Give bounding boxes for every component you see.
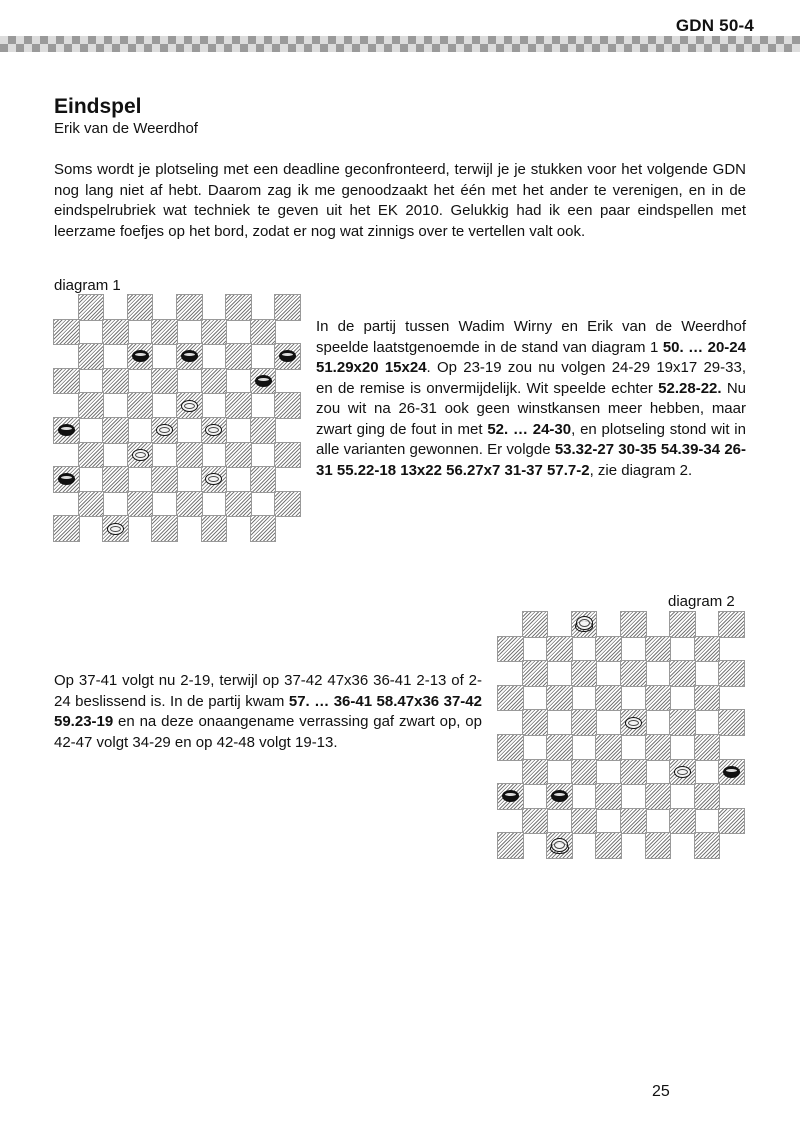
dark-square [719, 809, 744, 834]
white-man-piece-icon [205, 473, 222, 485]
light-square [152, 393, 177, 418]
dark-square [177, 344, 202, 369]
move-notation: 52. … 24-30 [487, 420, 572, 438]
dark-square [498, 637, 523, 662]
black-man-piece-icon [502, 790, 519, 802]
light-square [523, 735, 548, 760]
black-man-piece-icon [58, 424, 75, 436]
dark-square [54, 369, 79, 394]
dark-square [646, 784, 671, 809]
light-square [128, 320, 153, 345]
white-man-piece-icon [181, 400, 198, 412]
dark-square [621, 809, 646, 834]
light-square [177, 369, 202, 394]
light-square [695, 661, 720, 686]
light-square [54, 393, 79, 418]
dark-square [572, 612, 597, 637]
light-square [275, 369, 300, 394]
dark-square [646, 833, 671, 858]
dark-square [152, 369, 177, 394]
dark-square [54, 418, 79, 443]
light-square [54, 492, 79, 517]
light-square [695, 612, 720, 637]
dark-square [646, 735, 671, 760]
light-square [251, 344, 276, 369]
light-square [572, 833, 597, 858]
light-square [226, 516, 251, 541]
commentary-text: , en plotseling stond wit in alle varianten gewonnen. Er volgde [316, 420, 746, 458]
light-square [621, 686, 646, 711]
light-square [695, 710, 720, 735]
black-man-piece-icon [58, 473, 75, 485]
light-square [523, 637, 548, 662]
dark-square [719, 710, 744, 735]
light-square [177, 467, 202, 492]
dark-square [596, 833, 621, 858]
light-square [226, 320, 251, 345]
dark-square [128, 344, 153, 369]
dark-square [695, 735, 720, 760]
dark-square [547, 784, 572, 809]
dark-square [670, 760, 695, 785]
light-square [621, 784, 646, 809]
light-square [177, 516, 202, 541]
light-square [152, 492, 177, 517]
dark-square [670, 809, 695, 834]
black-man-piece-icon [255, 375, 272, 387]
light-square [670, 735, 695, 760]
dark-square [103, 467, 128, 492]
light-square [523, 833, 548, 858]
dark-square [646, 686, 671, 711]
light-square [103, 443, 128, 468]
dark-square [251, 467, 276, 492]
dark-square [54, 467, 79, 492]
article-title: Eindspel [54, 95, 142, 118]
dark-square [695, 637, 720, 662]
light-square [202, 344, 227, 369]
dark-square [596, 735, 621, 760]
light-square [251, 492, 276, 517]
light-square [103, 492, 128, 517]
dark-square [670, 710, 695, 735]
light-square [152, 443, 177, 468]
dark-square [572, 710, 597, 735]
dark-square [523, 809, 548, 834]
dark-square [79, 492, 104, 517]
dark-square [547, 833, 572, 858]
dark-square [54, 320, 79, 345]
light-square [646, 661, 671, 686]
white-man-piece-icon [107, 523, 124, 535]
dark-square [596, 637, 621, 662]
light-square [177, 320, 202, 345]
dark-square [103, 320, 128, 345]
light-square [523, 686, 548, 711]
dark-square [251, 320, 276, 345]
light-square [152, 344, 177, 369]
light-square [103, 295, 128, 320]
dark-square [128, 492, 153, 517]
dark-square [202, 467, 227, 492]
black-man-piece-icon [132, 350, 149, 362]
light-square [128, 516, 153, 541]
dark-square [596, 686, 621, 711]
light-square [226, 467, 251, 492]
dark-square [152, 516, 177, 541]
diagram-1-commentary [316, 317, 746, 481]
commentary-text: , zie diagram 2. [589, 461, 693, 479]
dark-square [202, 369, 227, 394]
light-square [596, 760, 621, 785]
light-square [523, 784, 548, 809]
light-square [646, 760, 671, 785]
light-square [202, 492, 227, 517]
dark-square [547, 735, 572, 760]
light-square [646, 710, 671, 735]
dark-square [251, 418, 276, 443]
dark-square [152, 467, 177, 492]
light-square [547, 760, 572, 785]
dark-square [226, 443, 251, 468]
white-man-piece-icon [674, 766, 691, 778]
dark-square [226, 295, 251, 320]
page-number: 25 [652, 1083, 670, 1100]
dark-square [621, 710, 646, 735]
dark-square [523, 612, 548, 637]
light-square [695, 760, 720, 785]
move-notation: 50. … 20-24 51.29x20 15x24 [316, 338, 746, 376]
light-square [596, 612, 621, 637]
dark-square [128, 393, 153, 418]
light-square [596, 710, 621, 735]
dark-square [251, 369, 276, 394]
dark-square [275, 344, 300, 369]
light-square [719, 686, 744, 711]
light-square [54, 443, 79, 468]
light-square [498, 809, 523, 834]
dark-square [275, 492, 300, 517]
dark-square [202, 418, 227, 443]
dark-square [54, 516, 79, 541]
light-square [670, 784, 695, 809]
dark-square [275, 393, 300, 418]
commentary-text: . Op 23-19 zou nu volgen 24-29 19x17 29-33, en de remise is onvermijdelijk. Wit speelde echter [316, 359, 747, 397]
dark-square [275, 443, 300, 468]
light-square [202, 393, 227, 418]
page-header-code: GDN 50-4 [675, 16, 754, 35]
move-notation: 53.32-27 30-35 54.39-34 26-31 55.22-18 13x22 56.27x7 31-37 57.7-2 [316, 441, 747, 479]
dark-square [128, 443, 153, 468]
light-square [498, 760, 523, 785]
light-square [498, 612, 523, 637]
dark-square [202, 320, 227, 345]
dark-square [547, 637, 572, 662]
dark-square [177, 443, 202, 468]
light-square [177, 418, 202, 443]
light-square [695, 809, 720, 834]
dark-square [695, 833, 720, 858]
checker-band-divider [0, 36, 800, 52]
light-square [646, 612, 671, 637]
dark-square [547, 686, 572, 711]
light-square [251, 443, 276, 468]
dark-square [103, 418, 128, 443]
commentary-text: en na deze onaangename verrassing gaf zwart op, op 42-47 volgt 34-29 en op 42-48 volgt 19-13. [54, 713, 482, 751]
dark-square [695, 686, 720, 711]
light-square [572, 784, 597, 809]
light-square [670, 637, 695, 662]
light-square [128, 418, 153, 443]
light-square [572, 735, 597, 760]
dark-square [152, 320, 177, 345]
dark-square [695, 784, 720, 809]
light-square [498, 710, 523, 735]
dark-square [498, 735, 523, 760]
light-square [202, 443, 227, 468]
dark-square [572, 809, 597, 834]
black-man-piece-icon [181, 350, 198, 362]
dark-square [202, 516, 227, 541]
dark-square [621, 612, 646, 637]
light-square [572, 637, 597, 662]
dark-square [275, 295, 300, 320]
light-square [547, 809, 572, 834]
light-square [547, 612, 572, 637]
dark-square [572, 760, 597, 785]
light-square [275, 467, 300, 492]
dark-square [79, 443, 104, 468]
white-man-piece-icon [156, 424, 173, 436]
commentary-text: Op 37-41 volgt nu 2-19, terwijl op 37-42 47x36 36-41 2-13 of 2-24 beslissend is. In de partij kwam [54, 672, 482, 710]
dark-square [226, 393, 251, 418]
light-square [128, 467, 153, 492]
dark-square [621, 661, 646, 686]
light-square [719, 735, 744, 760]
commentary-text: Nu zou wit na 26-31 ook geen winstkansen meer hebben, maar zwart ging de fout in met [316, 379, 746, 438]
dark-square [177, 295, 202, 320]
light-square [498, 661, 523, 686]
light-square [646, 809, 671, 834]
dark-square [498, 784, 523, 809]
light-square [275, 320, 300, 345]
intro-paragraph: Soms wordt je plotseling met een deadline geconfronteerd, terwijl je je stukken voor het volgende GDN nog lang niet af hebt. Daarom zag ik me genoodzaakt het één met het ander te verenigen, en in de eindspelrubriek wat techniek te geven uit het EK 2010. Gelukkig had ik een paar eindspellen met leerzame foefjes op het bord, zodat er nog wat zinnigs over te vertellen valt ook. [54, 161, 746, 240]
dark-square [152, 418, 177, 443]
light-square [572, 686, 597, 711]
dark-square [670, 612, 695, 637]
commentary-text: In de partij tussen Wadim Wirny en Erik van de Weerdhof speelde laatstgenoemde in de stand van diagram 1 [316, 318, 746, 356]
white-man-piece-icon [205, 424, 222, 436]
diagram-2-commentary [54, 671, 482, 753]
dark-square [719, 612, 744, 637]
light-square [547, 661, 572, 686]
diagram-1-label: diagram 1 [54, 277, 121, 294]
white-king-piece-icon [576, 616, 593, 630]
light-square [621, 735, 646, 760]
dark-square [251, 516, 276, 541]
light-square [226, 369, 251, 394]
light-square [621, 833, 646, 858]
dark-square [226, 344, 251, 369]
diagram-1-board [54, 295, 300, 541]
dark-square [177, 492, 202, 517]
move-notation: 57. … 36-41 58.47x36 37-42 59.23-19 [54, 692, 482, 730]
light-square [128, 369, 153, 394]
dark-square [79, 344, 104, 369]
dark-square [719, 661, 744, 686]
dark-square [621, 760, 646, 785]
white-man-piece-icon [625, 717, 642, 729]
light-square [621, 637, 646, 662]
light-square [547, 710, 572, 735]
dark-square [498, 686, 523, 711]
diagram-2-board [498, 612, 744, 858]
black-man-piece-icon [279, 350, 296, 362]
light-square [670, 833, 695, 858]
diagram-2-label: diagram 2 [668, 593, 735, 610]
dark-square [646, 637, 671, 662]
dark-square [670, 661, 695, 686]
black-man-piece-icon [723, 766, 740, 778]
dark-square [103, 369, 128, 394]
light-square [79, 320, 104, 345]
light-square [103, 393, 128, 418]
dark-square [226, 492, 251, 517]
dark-square [177, 393, 202, 418]
dark-square [572, 661, 597, 686]
dark-square [103, 516, 128, 541]
light-square [596, 661, 621, 686]
light-square [79, 418, 104, 443]
dark-square [719, 760, 744, 785]
light-square [719, 637, 744, 662]
light-square [596, 809, 621, 834]
dark-square [596, 784, 621, 809]
light-square [79, 516, 104, 541]
light-square [79, 369, 104, 394]
dark-square [498, 833, 523, 858]
light-square [670, 686, 695, 711]
light-square [719, 784, 744, 809]
article-author: Erik van de Weerdhof [54, 120, 198, 137]
dark-square [523, 760, 548, 785]
dark-square [128, 295, 153, 320]
light-square [54, 344, 79, 369]
light-square [275, 516, 300, 541]
dark-square [523, 661, 548, 686]
dark-square [79, 295, 104, 320]
light-square [251, 393, 276, 418]
white-man-piece-icon [132, 449, 149, 461]
light-square [251, 295, 276, 320]
light-square [719, 833, 744, 858]
black-man-piece-icon [551, 790, 568, 802]
dark-square [79, 393, 104, 418]
light-square [79, 467, 104, 492]
light-square [54, 295, 79, 320]
light-square [202, 295, 227, 320]
light-square [226, 418, 251, 443]
white-king-piece-icon [551, 838, 568, 852]
light-square [275, 418, 300, 443]
light-square [152, 295, 177, 320]
dark-square [523, 710, 548, 735]
move-notation: 52.28-22. [658, 379, 722, 397]
light-square [103, 344, 128, 369]
